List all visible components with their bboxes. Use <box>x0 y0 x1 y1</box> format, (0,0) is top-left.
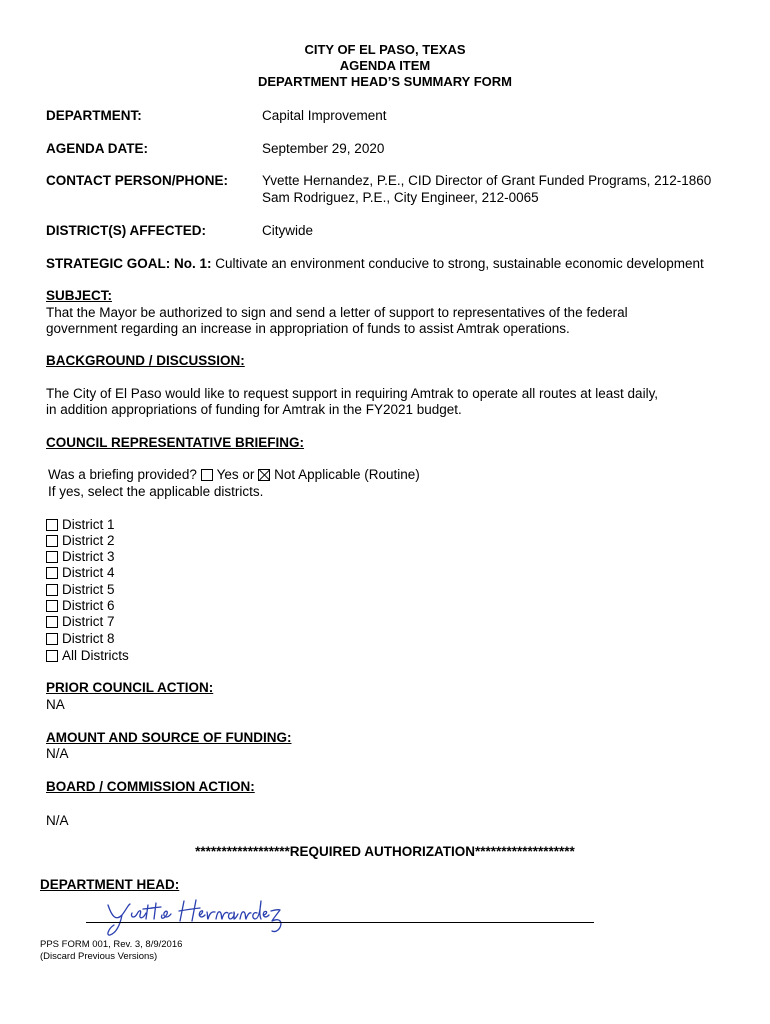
subject-heading: SUBJECT: <box>46 288 113 303</box>
discard-note: (Discard Previous Versions) <box>40 951 158 962</box>
district-4-checkbox[interactable] <box>46 567 58 579</box>
district-5-option[interactable] <box>46 582 115 598</box>
agenda-date-value: September 29, 2020 <box>262 141 385 156</box>
board-value: N/A <box>46 813 69 828</box>
briefing-question: Was a briefing provided? <box>48 467 197 482</box>
district-1-label: District 1 <box>62 517 115 532</box>
subject-line-1: That the Mayor be authorized to sign and send a letter of support to representatives of the federal <box>46 305 628 320</box>
district-4-option[interactable] <box>46 565 115 581</box>
district-1-option[interactable] <box>46 517 115 533</box>
district-8-checkbox[interactable] <box>46 633 58 645</box>
form-revision: PPS FORM 001, Rev. 3, 8/9/2016 <box>40 939 183 950</box>
briefing-instruction: If yes, select the applicable districts. <box>48 484 264 499</box>
district-6-checkbox[interactable] <box>46 600 58 612</box>
department-value: Capital Improvement <box>262 108 387 123</box>
department-label: DEPARTMENT: <box>46 108 142 123</box>
strategic-goal <box>46 256 704 272</box>
district-4-label: District 4 <box>62 565 115 580</box>
district-5-checkbox[interactable] <box>46 584 58 596</box>
background-heading: BACKGROUND / DISCUSSION: <box>46 353 245 368</box>
contact-value-2: Sam Rodriguez, P.E., City Engineer, 212-0065 <box>262 190 539 205</box>
form-title-city: CITY OF EL PASO, TEXAS <box>304 42 466 57</box>
form-title-summary: DEPARTMENT HEAD’S SUMMARY FORM <box>258 74 512 89</box>
district-6-option[interactable] <box>46 598 115 614</box>
signature-image <box>100 895 290 940</box>
district-7-label: District 7 <box>62 614 115 629</box>
district-8-label: District 8 <box>62 631 115 646</box>
not-applicable-label: Not Applicable (Routine) <box>274 467 420 482</box>
district-2-label: District 2 <box>62 533 115 548</box>
required-authorization: ******************REQUIRED AUTHORIZATION******************* <box>195 844 575 859</box>
strategic-goal-label: STRATEGIC GOAL: No. 1: <box>46 256 212 271</box>
yes-checkbox[interactable] <box>201 469 213 481</box>
board-heading: BOARD / COMMISSION ACTION: <box>46 779 255 794</box>
prior-action-heading: PRIOR COUNCIL ACTION: <box>46 680 214 695</box>
strategic-goal-text: Cultivate an environment conducive to strong, sustainable economic development <box>215 256 704 271</box>
district-7-checkbox[interactable] <box>46 616 58 628</box>
department-head-label: DEPARTMENT HEAD: <box>40 877 180 892</box>
signature-strokes <box>108 900 281 935</box>
contact-label: CONTACT PERSON/PHONE: <box>46 173 229 188</box>
funding-heading: AMOUNT AND SOURCE OF FUNDING: <box>46 730 292 745</box>
districts-affected-label: DISTRICT(S) AFFECTED: <box>46 223 206 238</box>
contact-value-1: Yvette Hernandez, P.E., CID Director of Grant Funded Programs, 212-1860 <box>262 173 712 188</box>
district-3-label: District 3 <box>62 549 115 564</box>
district-1-checkbox[interactable] <box>46 519 58 531</box>
form-title-agenda: AGENDA ITEM <box>339 58 431 73</box>
district-8-option[interactable] <box>46 631 115 647</box>
district-3-option[interactable] <box>46 549 115 565</box>
district-2-option[interactable] <box>46 533 115 549</box>
funding-value: N/A <box>46 746 69 761</box>
district-5-label: District 5 <box>62 582 115 597</box>
district-2-checkbox[interactable] <box>46 535 58 547</box>
districts-affected-value: Citywide <box>262 223 314 238</box>
all-districts-label: All Districts <box>62 648 129 663</box>
all-districts-option[interactable] <box>46 648 129 664</box>
background-line-2: in addition appropriations of funding for Amtrak in the FY2021 budget. <box>46 402 462 417</box>
yes-label: Yes or <box>216 467 255 482</box>
district-7-option[interactable] <box>46 614 115 630</box>
background-line-1: The City of El Paso would like to request support in requiring Amtrak to operate all routes at least daily, <box>46 386 659 401</box>
briefing-question-row <box>48 467 420 483</box>
prior-action-value: NA <box>46 697 65 712</box>
all-districts-checkbox[interactable] <box>46 650 58 662</box>
district-6-label: District 6 <box>62 598 115 613</box>
signature-line <box>86 922 594 923</box>
district-3-checkbox[interactable] <box>46 551 58 563</box>
agenda-date-label: AGENDA DATE: <box>46 141 148 156</box>
not-applicable-checkbox[interactable] <box>258 469 270 481</box>
subject-line-2: government regarding an increase in appropriation of funds to assist Amtrak operations. <box>46 321 570 336</box>
briefing-heading: COUNCIL REPRESENTATIVE BRIEFING: <box>46 435 305 450</box>
